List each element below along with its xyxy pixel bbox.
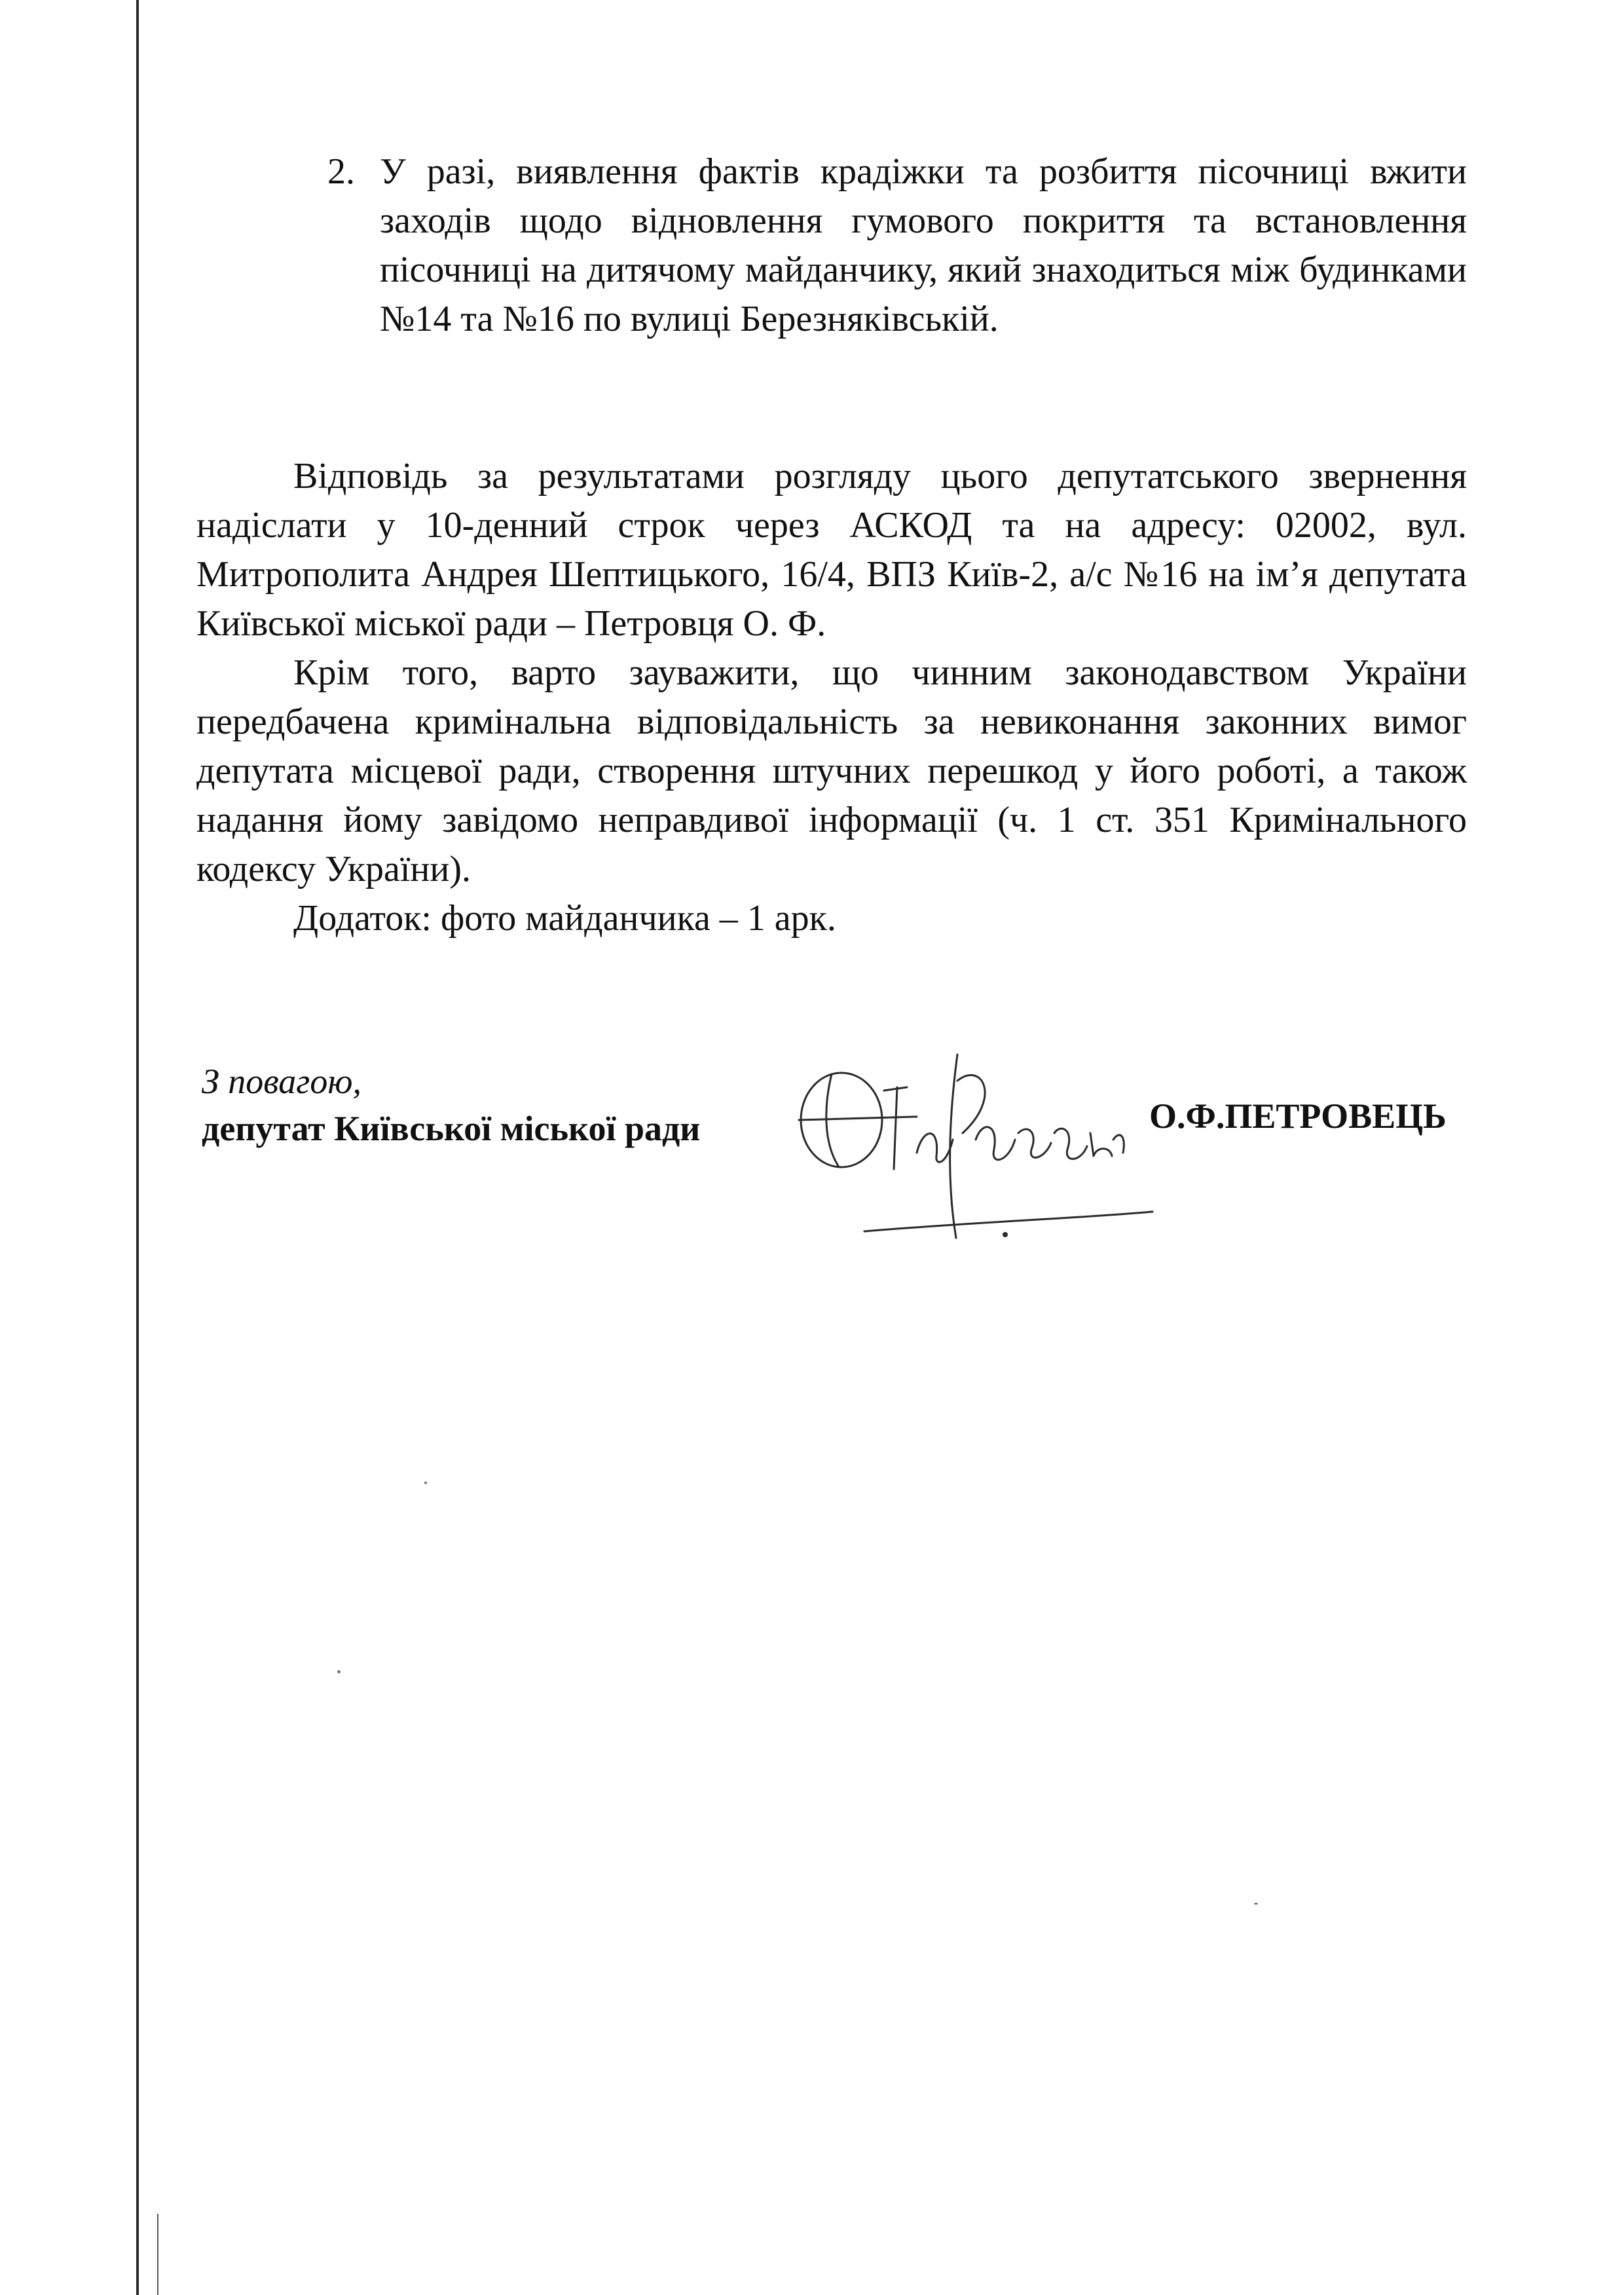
attachment-line: Додаток: фото майданчика – 1 арк.: [293, 898, 836, 939]
list-item-number: 2.: [327, 151, 355, 192]
scan-speck: [424, 1482, 427, 1484]
scan-speck: [1254, 1903, 1258, 1905]
scan-border-line-bottom: [157, 2214, 158, 2295]
scan-border-line: [136, 0, 139, 2295]
numbered-list-item: [327, 147, 1467, 344]
closing-greeting: З повагою,: [202, 1062, 361, 1101]
list-item-text: У разі, виявлення фактів крадіжки та розбиття пісочниці вжити заходів щодо відновлення гумового покриття та встановлення пісочниці на дитячому майданчику, який знаходиться між будинками №14 та №16 по вулиці Березняківській.: [380, 151, 1467, 339]
scan-speck: [337, 1670, 341, 1673]
signer-title: депутат Київської міської ради: [202, 1109, 701, 1148]
handwritten-signature: [786, 1035, 1179, 1258]
closing-block: [202, 1058, 700, 1152]
response-paragraph: Відповідь за результатами розгляду цього депутатського звернення надіслати у 10-денний строк через АСКОД та на адресу: 02002, вул. Митрополита Андрея Шептицького, 16/4, ВПЗ Київ-2, а/с №16 на ім’я депутата Київської міської ради – Петровця О. Ф.: [196, 456, 1467, 644]
signer-name: О.Ф.ПЕТРОВЕЦЬ: [1149, 1096, 1447, 1136]
legal-notice-paragraph: Крім того, варто зауважити, що чинним законодавством України передбачена кримінальна відповідальність за невиконання законних вимог депутата місцевої ради, створення штучних перешкод у його роботі, а також надання йому завідомо неправдивої інформації (ч. 1 ст. 351 Кримінального кодексу України).: [196, 652, 1467, 889]
